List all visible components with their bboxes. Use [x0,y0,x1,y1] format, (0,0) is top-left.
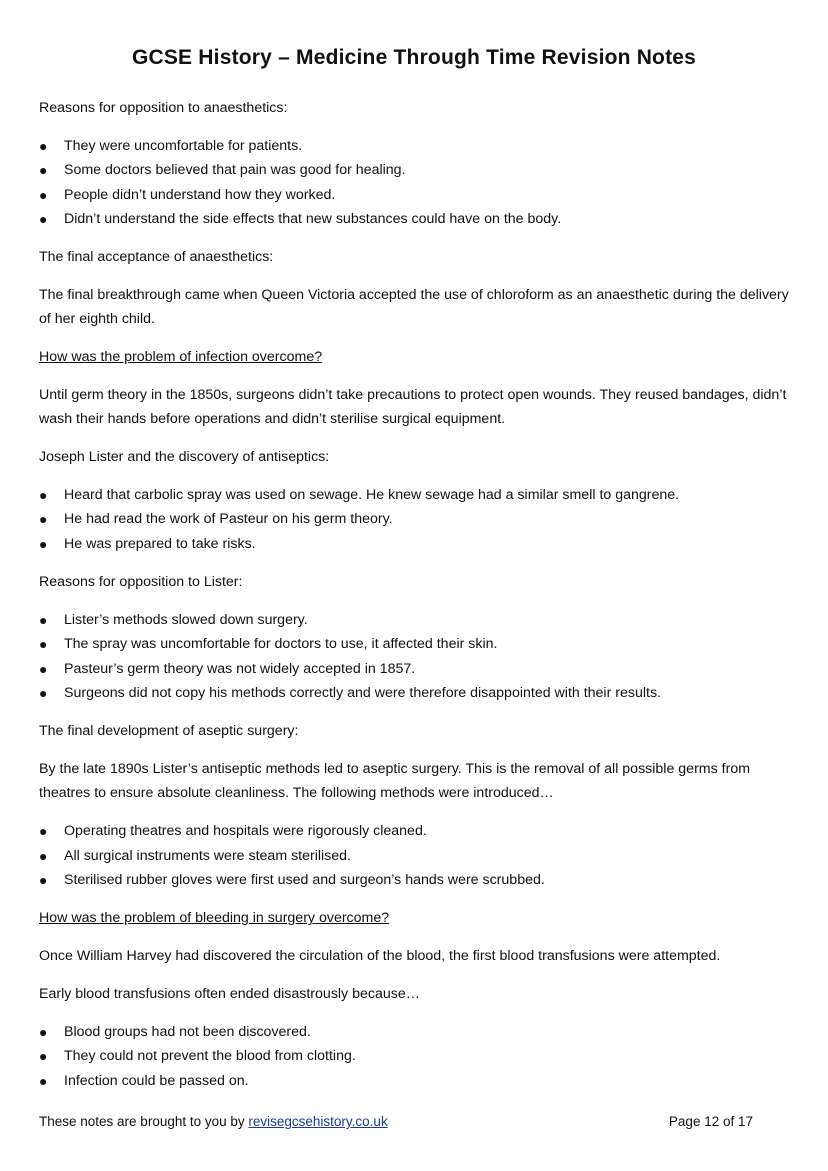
footer-credit [39,1114,388,1129]
bullet-icon: ● [39,684,48,701]
list-item-text: People didn’t understand how they worked. [64,186,336,203]
bullet-icon: ● [39,1024,48,1041]
list-item [39,844,799,868]
aseptic-heading: The final development of aseptic surgery: [39,723,299,740]
page-title: GCSE History – Medicine Through Time Revision Notes [131,46,697,69]
list-item-text: Sterilised rubber gloves were first used and surgeon’s hands were scrubbed. [64,871,545,888]
list-item-text: Lister’s methods slowed down surgery. [64,612,308,629]
bullet-icon: ● [39,636,48,653]
transfusion-heading: Early blood transfusions often ended disastrously because… [39,986,420,1003]
notes-body [39,96,799,1107]
bullet-icon: ● [39,162,48,179]
list-item [39,207,799,231]
bullet-icon: ● [39,186,48,203]
bullet-icon: ● [39,660,48,677]
bullet-icon: ● [39,1072,48,1089]
list-item [39,1069,799,1093]
list-item-text: They were uncomfortable for patients. [64,138,303,154]
page-number: Page 12 of 17 [668,1114,753,1129]
list-item-text: The spray was uncomfortable for doctors to use, it affected their skin. [64,636,498,653]
list-item [39,819,799,843]
list-item [39,868,799,892]
list-item-text: Some doctors believed that pain was good for healing. [64,162,406,179]
footer-prefix: These notes are brought to you by [39,1114,249,1129]
list-item-text: Blood groups had not been discovered. [64,1024,311,1041]
lister-heading: Joseph Lister and the discovery of antiseptics: [39,449,330,466]
transfusion-list [39,1020,799,1093]
list-item [39,483,799,507]
list-item [39,1044,799,1068]
aseptic-list [39,819,799,892]
bleeding-text: Once William Harvey had discovered the circulation of the blood, the first blood transfusions were attempted. [39,948,721,965]
list-item [39,183,799,207]
list-item [39,1020,799,1044]
bullet-icon: ● [39,823,48,840]
infection-heading: How was the problem of infection overcome? [39,349,323,366]
infection-text: Until germ theory in the 1850s, surgeons didn’t take precautions to protect open wounds. They reused bandages, didn’t wash their hands before operations and didn’t sterilise surgical equipment. [39,387,787,428]
opp-anaesthetics-heading: Reasons for opposition to anaesthetics: [39,100,288,116]
list-item [39,134,799,158]
list-item-text: He was prepared to take risks. [64,535,256,552]
bullet-icon: ● [39,535,48,552]
list-item-text: Didn’t understand the side effects that new substances could have on the body. [64,210,562,227]
list-item-text: Surgeons did not copy his methods correctly and were therefore disappointed with their results. [64,684,661,701]
bullet-icon: ● [39,138,48,154]
lister-list [39,483,799,556]
bullet-icon: ● [39,487,48,504]
list-item [39,657,799,681]
aseptic-text: By the late 1890s Lister’s antiseptic methods led to aseptic surgery. This is the removal of all possible germs from theatres to ensure absolute cleanliness. The following methods were introduced… [39,761,751,802]
footer-link[interactable]: revisegcsehistory.co.uk [248,1114,388,1129]
list-item-text: Infection could be passed on. [64,1072,249,1089]
opp-anaesthetics-list [39,134,799,231]
bullet-icon: ● [39,1048,48,1065]
list-item [39,158,799,182]
list-item-text: Heard that carbolic spray was used on sewage. He knew sewage had a similar smell to gangrene. [64,487,680,504]
list-item [39,532,799,556]
list-item [39,608,799,632]
opp-lister-list [39,608,799,705]
list-item-text: All surgical instruments were steam sterilised. [64,847,351,864]
bullet-icon: ● [39,871,48,888]
list-item-text: Operating theatres and hospitals were rigorously cleaned. [64,823,427,840]
bullet-icon: ● [39,210,48,227]
bullet-icon: ● [39,612,48,629]
list-item-text: They could not prevent the blood from clotting. [64,1048,356,1065]
bullet-icon: ● [39,511,48,528]
list-item [39,681,799,705]
acceptance-text: The final breakthrough came when Queen Victoria accepted the use of chloroform as an anaesthetic during the delivery of her eighth child. [39,287,789,328]
list-item [39,507,799,531]
bullet-icon: ● [39,847,48,864]
page-footer [39,1114,753,1129]
list-item-text: He had read the work of Pasteur on his germ theory. [64,511,393,528]
bleeding-heading: How was the problem of bleeding in surgery overcome? [39,910,390,927]
list-item-text: Pasteur’s germ theory was not widely accepted in 1857. [64,660,416,677]
opp-lister-heading: Reasons for opposition to Lister: [39,574,243,591]
list-item [39,632,799,656]
acceptance-heading: The final acceptance of anaesthetics: [39,249,274,266]
